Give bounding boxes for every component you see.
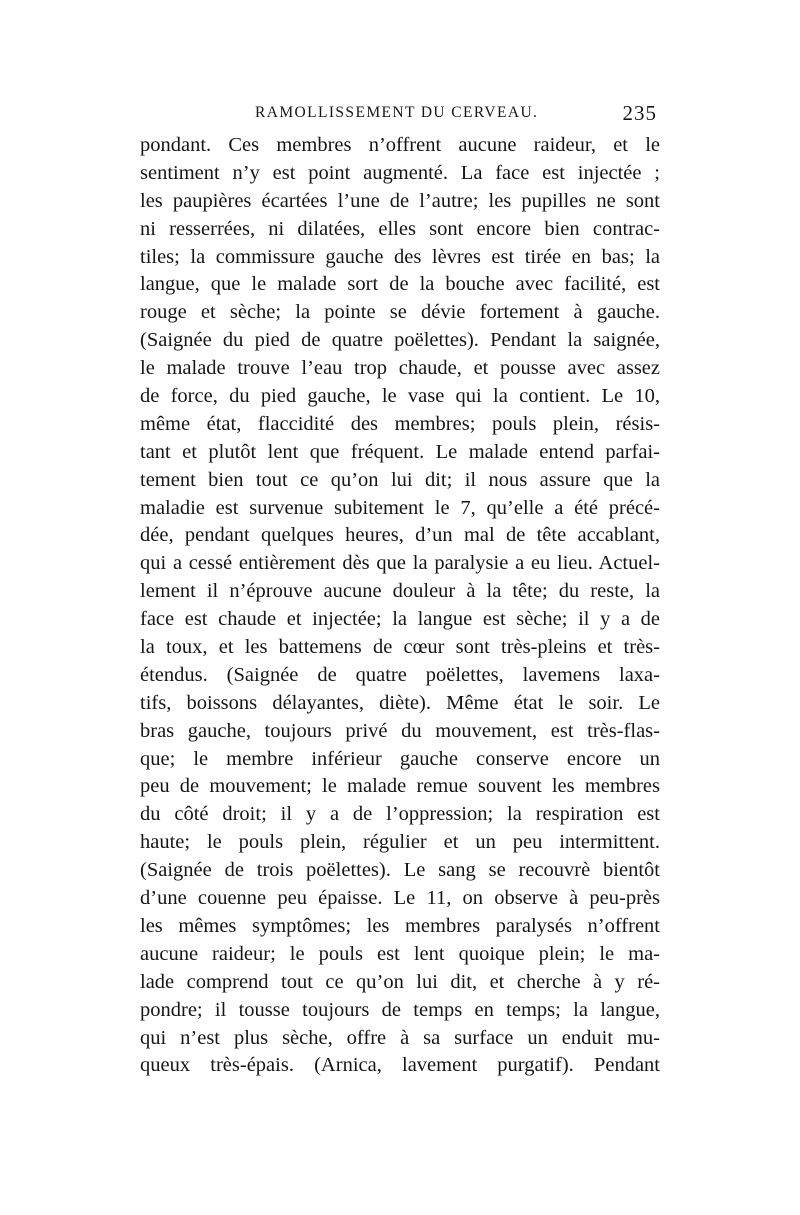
text-line: les paupières écartées l’une de l’autre; les pupilles ne sont — [140, 189, 660, 212]
text-line: dée, pendant quelques heures, d’un mal de tête accablant, — [140, 524, 660, 547]
text-line: haute; le pouls plein, régulier et un peu intermittent. — [140, 831, 660, 854]
text-line: aucune raideur; le pouls est lent quoique plein; le ma- — [140, 942, 660, 965]
text-line: étendus. (Saignée de quatre poëlettes, lavemens laxa- — [140, 663, 660, 686]
body-text — [140, 132, 660, 1080]
text-line: peu de mouvement; le malade remue souvent les membres — [140, 775, 660, 798]
running-head — [140, 101, 660, 130]
text-line: tiles; la commissure gauche des lèvres est tirée en bas; la — [140, 245, 660, 268]
text-line: rouge et sèche; la pointe se dévie fortement à gauche. — [140, 301, 660, 324]
text-line: ni resserrées, ni dilatées, elles sont encore bien contrac- — [140, 217, 660, 240]
text-line: même état, flaccidité des membres; pouls plein, résis- — [140, 412, 660, 435]
running-head-title: RAMOLLISSEMENT DU CERVEAU. — [255, 104, 539, 121]
text-line: lade comprend tout ce qu’on lui dit, et cherche à y ré- — [140, 970, 660, 993]
text-line: pondant. Ces membres n’offrent aucune raideur, et le — [140, 134, 660, 156]
text-line: sentiment n’y est point augmenté. La face est injectée ; — [140, 161, 660, 184]
text-line: tifs, boissons délayantes, diète). Même état le soir. Le — [140, 691, 660, 714]
text-line: lement il n’éprouve aucune douleur à la tête; du reste, la — [140, 580, 660, 603]
text-line: maladie est survenue subitement le 7, qu’elle a été précé- — [140, 496, 660, 519]
text-line: (Saignée de trois poëlettes). Le sang se recouvrè bientôt — [140, 859, 660, 882]
text-line: que; le membre inférieur gauche conserve encore un — [140, 747, 660, 770]
text-line: le malade trouve l’eau trop chaude, et pousse avec assez — [140, 357, 660, 380]
text-line: de force, du pied gauche, le vase qui la contient. Le 10, — [140, 385, 660, 408]
text-line: tant et plutôt lent que fréquent. Le malade entend parfai- — [140, 440, 660, 463]
text-line: tement bien tout ce qu’on lui dit; il nous assure que la — [140, 468, 660, 491]
text-line: queux très-épais. (Arnica, lavement purgatif). Pendant — [140, 1054, 660, 1077]
text-line: (Saignée du pied de quatre poëlettes). Pendant la saignée, — [140, 329, 660, 352]
text-line: la toux, et les battemens de cœur sont très-pleins et très- — [140, 636, 660, 659]
text-line: qui a cessé entièrement dès que la paralysie a eu lieu. Actuel- — [140, 552, 660, 575]
page-number: 235 — [622, 101, 657, 125]
text-line: face est chaude et injectée; la langue est sèche; il y a de — [140, 608, 660, 631]
text-line: d’une couenne peu épaisse. Le 11, on observe à peu-près — [140, 887, 660, 910]
text-line: les mêmes symptômes; les membres paralysés n’offrent — [140, 914, 660, 937]
text-line: du côté droit; il y a de l’oppression; la respiration est — [140, 803, 660, 826]
text-line: langue, que le malade sort de la bouche avec facilité, est — [140, 273, 660, 296]
text-line: bras gauche, toujours privé du mouvement, est très-flas- — [140, 719, 660, 742]
text-line: pondre; il tousse toujours de temps en temps; la langue, — [140, 998, 660, 1021]
text-line: qui n’est plus sèche, offre à sa surface un enduit mu- — [140, 1026, 660, 1049]
